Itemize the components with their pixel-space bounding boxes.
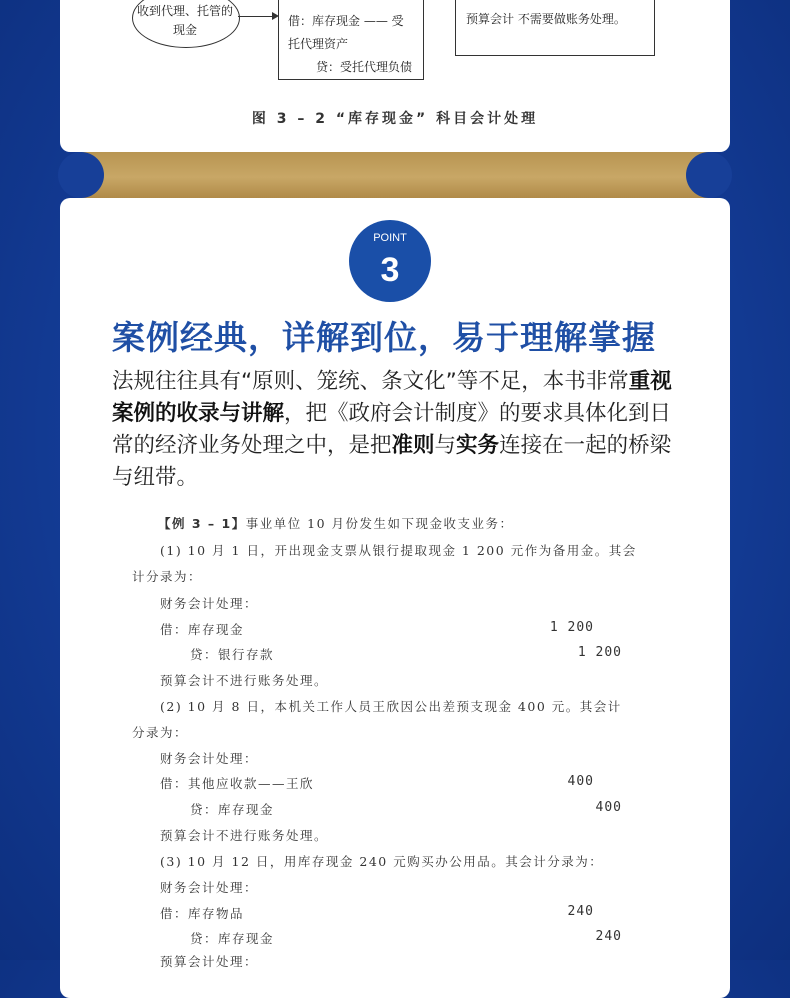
- entry2-line1: (2) 10 月 8 日，本机关工作人员王欣因公出差预支现金 400 元。其会计: [160, 699, 622, 714]
- entry2-debit: 借：其他应收款——王欣: [160, 776, 315, 791]
- desc-part-1: 法规往往具有“原则、笼统、条文化”等不足，本书非常: [112, 369, 629, 394]
- box2-text: 预算会计 不需要做账务处理。: [466, 12, 626, 26]
- desc-part-2: ，把《政府会计制度》的要求具体化到日常的经济业务处理之中，是把: [112, 401, 672, 458]
- band-notch-right: [686, 152, 732, 198]
- entry1-debit: 借：库存现金: [160, 622, 245, 637]
- desc-part-4: 连接在一起的桥梁与纽带。: [112, 433, 672, 490]
- entry2-line2: 分录为：: [132, 725, 189, 740]
- entry3-credit-amount: 240: [595, 929, 622, 944]
- desc-bold-1: 重视案例的收录与讲解: [112, 369, 672, 426]
- band-notch-left: [58, 152, 104, 198]
- desc-bold-2: 准则: [391, 433, 435, 458]
- flow-arrow: [238, 16, 274, 17]
- example-title: [158, 514, 514, 532]
- entry1-debit-amount: 1 200: [549, 620, 594, 635]
- entry1-line2: 计分录为：: [132, 569, 203, 584]
- point-label: POINT: [373, 232, 407, 244]
- entry1-fin: 财务会计处理：: [160, 596, 259, 611]
- entry3-budget: 预算会计处理：: [160, 954, 259, 969]
- entry2-credit-amount: 400: [595, 800, 622, 815]
- entry2-credit: 贷：库存现金: [190, 802, 275, 817]
- budget-entry-box: [455, 0, 655, 56]
- entry2-budget: 预算会计不进行账务处理。: [160, 828, 329, 843]
- point-badge: [349, 220, 431, 302]
- flow-ellipse-text: 收到代理、托管的现金: [136, 4, 233, 37]
- desc-part-3: 与: [434, 433, 457, 458]
- entry3-line1: (3) 10 月 12 日，用库存现金 240 元购买办公用品。其会计分录为：: [160, 854, 604, 869]
- figure-caption: 图 3 – 2 “库存现金” 科目会计处理: [251, 111, 539, 127]
- entry2-debit-amount: 400: [567, 774, 594, 789]
- example-title-text: 事业单位 10 月份发生如下现金收支业务：: [245, 516, 514, 531]
- entry1-budget: 预算会计不进行账务处理。: [160, 673, 329, 688]
- entry1-credit: 贷：银行存款: [190, 647, 275, 662]
- entry3-credit: 贷：库存现金: [190, 931, 275, 946]
- decorative-band: [80, 152, 710, 198]
- entry2-fin: 财务会计处理：: [160, 751, 259, 766]
- box1-line-3: 贷：受托代理负债: [316, 60, 413, 74]
- point-number: 3: [380, 251, 400, 289]
- entry3-debit: 借：库存物品: [160, 906, 245, 921]
- entry1-line1: (1) 10 月 1 日，开出现金支票从银行提取现金 1 200 元作为备用金。其会: [160, 543, 637, 558]
- entry1-credit-amount: 1 200: [577, 645, 622, 660]
- entry3-debit-amount: 240: [567, 904, 594, 919]
- feature-headline: 案例经典，详解到位，易于理解掌握: [112, 318, 656, 357]
- desc-bold-3: 实务: [456, 433, 500, 458]
- box1-line-1: 借：库存现金 —— 受: [288, 14, 404, 28]
- example-title-label: 【例 3 – 1】: [158, 516, 246, 531]
- box1-line-2: 托代理资产: [288, 37, 349, 51]
- feature-description: [112, 366, 682, 494]
- entry3-fin: 财务会计处理：: [160, 880, 259, 895]
